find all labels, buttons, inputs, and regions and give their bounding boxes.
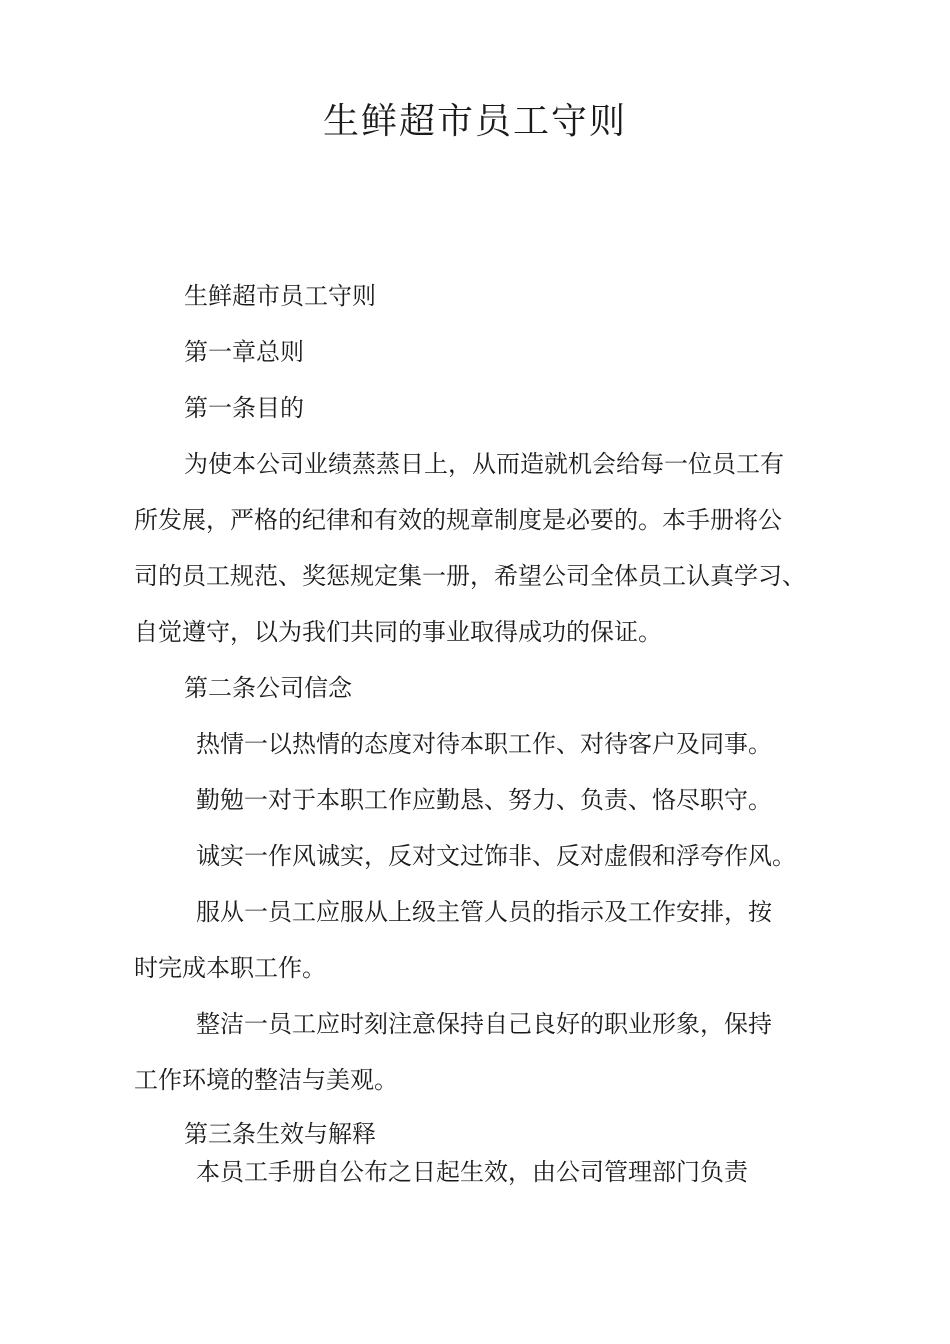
chapter-heading: 第一章总则: [184, 338, 304, 366]
document-title: 生鲜超市员工守则: [322, 101, 627, 142]
paragraph-line: 诚实一作风诚实，反对文过饰非、反对虚假和浮夸作风。: [196, 842, 796, 870]
paragraph-line: 热情一以热情的态度对待本职工作、对待客户及同事。: [196, 730, 772, 758]
article-heading: 第一条目的: [184, 394, 304, 422]
doc-heading: 生鲜超市员工守则: [184, 282, 376, 310]
paragraph-line: 所发展，严格的纪律和有效的规章制度是必要的。本手册将公: [134, 506, 782, 534]
paragraph-line: 整洁一员工应时刻注意保持自己良好的职业形象，保持: [196, 1010, 772, 1038]
paragraph-line: 勤勉一对于本职工作应勤恳、努力、负责、恪尽职守。: [196, 786, 772, 814]
paragraph-line: 司的员工规范、奖惩规定集一册，希望公司全体员工认真学习、: [134, 562, 806, 590]
paragraph-line: 服从一员工应服从上级主管人员的指示及工作安排，按: [196, 898, 772, 926]
paragraph-line: 工作环境的整洁与美观。: [134, 1066, 398, 1094]
paragraph-line: 自觉遵守，以为我们共同的事业取得成功的保证。: [134, 618, 662, 646]
article-heading: 第三条生效与解释: [184, 1120, 376, 1148]
paragraph-line: 时完成本职工作。: [134, 954, 326, 982]
article-heading: 第二条公司信念: [184, 674, 352, 702]
paragraph-line: 本员工手册自公布之日起生效，由公司管理部门负责: [196, 1158, 748, 1186]
paragraph-line: 为使本公司业绩蒸蒸日上，从而造就机会给每一位员工有: [184, 450, 784, 478]
